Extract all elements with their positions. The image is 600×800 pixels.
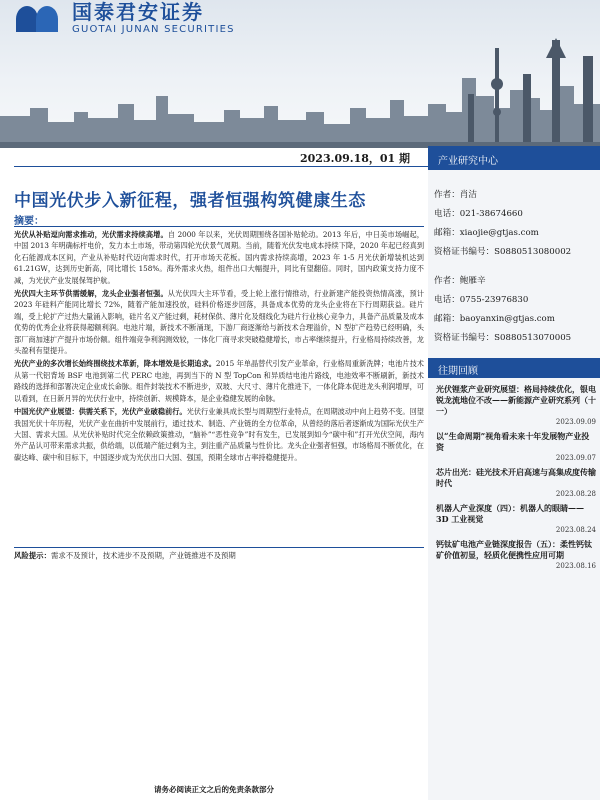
- author-phone: [434, 205, 594, 224]
- past-report-date: 2023.08.24: [555, 526, 596, 534]
- paragraph-lead: 光伏从补贴逗向需求推动，光伏需求持续高增。: [14, 230, 168, 239]
- label: 电话：: [434, 209, 460, 219]
- report-title: 中国光伏步入新征程，强者恒强构筑健康生态: [14, 191, 366, 211]
- risk-text: 需求不及预计，技术进步不及预期，产业链推进不及预期: [50, 551, 236, 560]
- value: 021-38674660: [459, 209, 523, 219]
- past-report-title[interactable]: 机器人产业深度（四）：机器人的眼睛——3D 工业视觉: [436, 503, 584, 524]
- value: 鲍雁辛: [459, 276, 486, 286]
- paragraph-body: 从光伏四大主环节看，受上轮上涨行情推动，行业新建产能投资热情高涨，预计 2023 年硅料产能同比增长 72%，随着产能加速投放，硅料价格逐步回落，具备成本优势的龙头企业将在下行周期获益。硅片端，受上轮扩产过热大量涌入影响，硅片名义产能过剩，耗材保供、薄片化及细线化为硅片行业核心竞争力，具备产品质量及成本优势的优秀企业将获得超额利润。电池片端，新技术不断涌现，下游厂商逐渐给与新技术合理溢价，N 型扩产趋势已经明确，头部厂商加速扩产提升市场份额。组件端竞争利润测效较，一体化厂商寻求突破稳健增长，市占率继续提升，行业格局持续改善，龙头盈利有望提升。: [14, 289, 424, 356]
- abstract-paragraph: [14, 406, 424, 463]
- label: 作者：: [434, 190, 460, 200]
- label: 资格证书编号：: [434, 333, 495, 343]
- past-report-item[interactable]: [436, 384, 596, 428]
- risk-label: 风险提示：: [14, 551, 51, 560]
- city-skyline-image: [0, 38, 600, 148]
- label: 电话：: [434, 295, 460, 305]
- abstract-paragraph: [14, 288, 424, 356]
- label: 邮箱：: [434, 314, 460, 324]
- author-name: [434, 186, 594, 205]
- disclaimer-footer: 请务必阅读正文之后的免责条款部分: [154, 785, 274, 794]
- past-reports-header: 往期回顾: [428, 358, 600, 378]
- label: 资格证书编号：: [434, 247, 495, 257]
- label: 作者：: [434, 276, 460, 286]
- abstract-paragraph: [14, 358, 424, 404]
- value: S0880513070005: [494, 333, 572, 343]
- past-report-item[interactable]: [436, 539, 596, 572]
- email-link[interactable]: baoyanxin@gtjas.com: [459, 314, 555, 324]
- author-email[interactable]: [434, 310, 594, 329]
- issue-date: 2023.09.18，01 期: [300, 152, 411, 165]
- research-center-header: 产业研究中心: [428, 146, 600, 170]
- logo-name-cn: 国泰君安证券: [72, 0, 204, 24]
- past-report-item[interactable]: [436, 467, 596, 500]
- past-report-item[interactable]: [436, 503, 596, 536]
- abstract-paragraph: [14, 229, 424, 286]
- past-report-date: 2023.09.07: [555, 454, 596, 462]
- author-cert: [434, 329, 594, 348]
- paragraph-body: 光伏行业兼具成长型与周期型行业特点，在周期波动中向上趋势不变。回望我国光伏十年历程，光伏产业在曲折中发展前行，通过技术、制造、产业链的全方位革命，从曾经的落后者逐渐成为国际光伏生产大国、需求大国。从光伏补贴时代完全依赖政策推动，“脑补”“恶性竞争”时有发生，已发展到如今“碳中和”打开光伏空间，海内外产品认可带来需求共振，供给端，以低端产能过剩为主，到注重产品质量与性价比。龙头企业强者恒强，市场格局不断优化，在碳达峰、碳中和目标下，中国逐步成为光伏出口大国、强国，预期全球市占率持稳健提升。: [14, 407, 424, 462]
- author-email[interactable]: [434, 224, 594, 243]
- value: 0755-23976830: [459, 295, 529, 305]
- email-link[interactable]: xiaojie@gtjas.com: [459, 228, 539, 238]
- past-report-title[interactable]: 钙钛矿电池产业链深度报告（五）：柔性钙钛矿价值初显，轻质化便携性应用可期: [436, 539, 592, 560]
- past-report-title[interactable]: 以“生命周期”视角看未来十年发展物产业投资: [436, 431, 590, 452]
- past-reports-list: [428, 378, 600, 572]
- label: 邮箱：: [434, 228, 460, 238]
- past-report-date: 2023.08.16: [555, 562, 596, 570]
- value: S0880513080002: [494, 247, 572, 257]
- author-name: [434, 272, 594, 291]
- paragraph-lead: 中国光伏产业展望：供需关系下，光伏产业破稳前行。: [14, 407, 187, 417]
- paragraph-lead: 光伏产业的多次增长始终围绕技术革新，降本增效是长期追求。: [14, 359, 216, 369]
- value: 肖洁: [459, 190, 477, 200]
- author-cert: [434, 243, 594, 262]
- risk-warning: [14, 547, 424, 561]
- paragraph-body: 自 2000 年以来，光伏周期围绕各国补贴轮动。2013 年后，中日美市场崛起，中国 2013 年明确标杆电价，发力本土市场，带动第四轮光伏景气周期。当前，随着光伏发电成本持续下降，2020 年起已经真到化石能源成本区间，产业从补贴时代迈向需求时代，打开市场天花板。国内需求持续高增，2023 年 1-5 月光伏新增装机达到 61.21GW，达到历史新高，同比增长 158%。海外需求火热，组件出口大幅提升，同比有望翻倍。同时，国内政策支持力度不减，为光伏产业发展保驾护航。: [14, 230, 425, 285]
- past-report-date: 2023.08.28: [555, 490, 596, 498]
- header-banner: [0, 0, 600, 148]
- logo-name-en: GUOTAI JUNAN SECURITIES: [72, 24, 235, 35]
- paragraph-body: 2015 年单晶替代引发产业革命，行业格局重新洗牌；电池片技术从第一代铝背场 BSF 电池到第二代 PERC 电池，再到当下的 N 型 TopCon 和异质结电池片路线，电池效率不断刷新，新技术路线的选择和部署决定企业成长命脉。组件封装技术不断进步，双玻、大尺寸、薄片化推进下，一体化降本促进龙头利润增厚，可以看到，在日新月异的光伏行业中，持续创新、规模降本，是企业稳健发展的命脉。: [14, 359, 424, 403]
- past-report-date: 2023.09.09: [555, 418, 596, 426]
- logo-mark-icon: [14, 4, 64, 34]
- header-divider: [14, 166, 428, 167]
- abstract-body: [14, 226, 424, 465]
- paragraph-lead: 光伏四大主环节供需缓解，龙头企业强者恒强。: [14, 289, 168, 299]
- past-report-item[interactable]: [436, 431, 596, 464]
- author-contacts: [428, 170, 600, 348]
- abstract-label: 摘要：: [14, 216, 44, 227]
- company-logo: [14, 2, 235, 35]
- past-report-title[interactable]: 芯片出光：硅光技术开启高速与高集成度传输时代: [436, 467, 596, 488]
- author-phone: [434, 291, 594, 310]
- sidebar: [428, 146, 600, 800]
- past-report-title[interactable]: 光伏锂浆产业研究展望：格局持续优化，银电锐龙流地位不改——新能源产业研究系列（十一）: [436, 384, 596, 416]
